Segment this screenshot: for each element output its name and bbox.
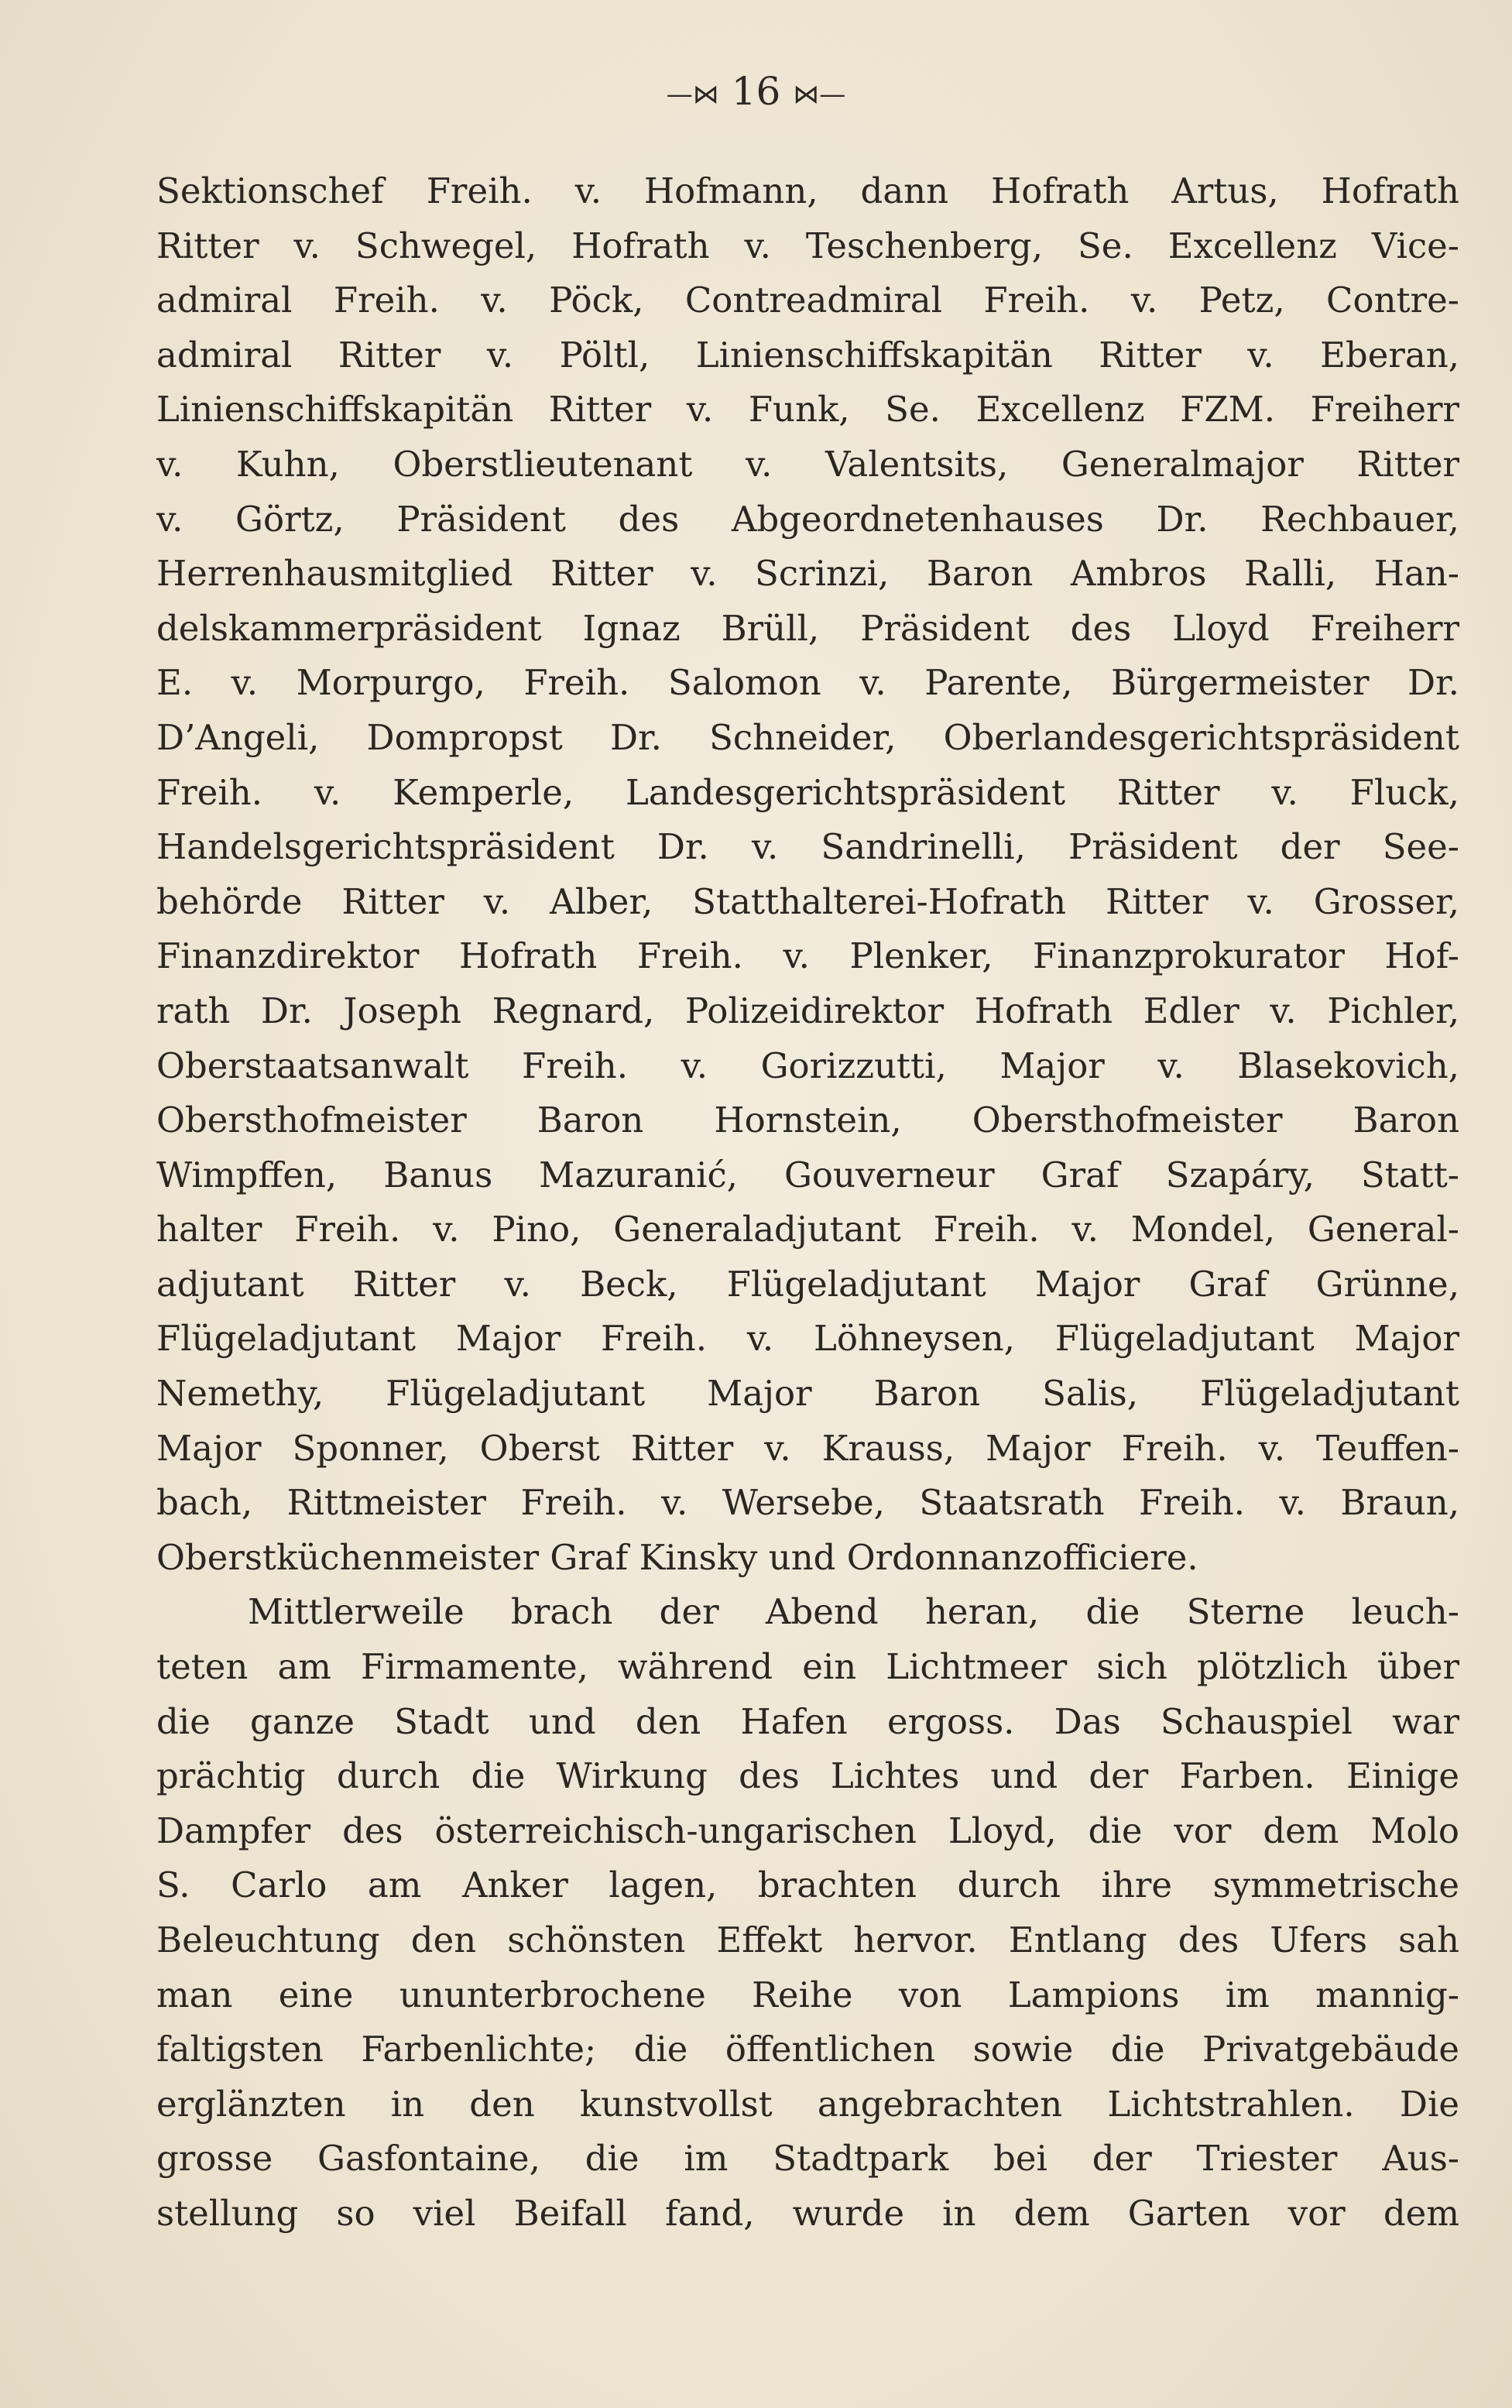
- text-line: Handelsgerichtspräsident Dr. v. Sandrinelli, Präsident der See-: [156, 826, 1459, 868]
- text-line: die ganze Stadt und den Hafen ergoss. Das Schauspiel war: [156, 1700, 1459, 1742]
- text-line: Herrenhausmitglied Ritter v. Scrinzi, Baron Ambros Ralli, Han-: [156, 553, 1459, 595]
- body-text: [156, 164, 1459, 2242]
- text-line: Beleuchtung den schönsten Effekt hervor. Entlang des Ufers sah: [156, 1919, 1459, 1960]
- text-line: rath Dr. Joseph Regnard, Polizeidirektor Hofrath Edler v. Pichler,: [156, 990, 1459, 1031]
- text-line: E. v. Morpurgo, Freih. Salomon v. Parente, Bürgermeister Dr.: [156, 662, 1459, 704]
- text-line: v. Görtz, Präsident des Abgeordnetenhauses Dr. Rechbauer,: [156, 498, 1459, 540]
- page-header: [0, 68, 1512, 118]
- text-line: Dampfer des österreichisch-ungarischen Lloyd, die vor dem Molo: [156, 1809, 1459, 1851]
- text-line: prächtig durch die Wirkung des Lichtes und der Farben. Einige: [156, 1755, 1459, 1797]
- text-line-paragraph-end: Oberstküchenmeister Graf Kinsky und Ordonnanzofficiere.: [156, 1536, 1198, 1578]
- text-line: admiral Freih. v. Pöck, Contreadmiral Freih. v. Petz, Contre-: [156, 280, 1459, 321]
- text-line: Major Sponner, Oberst Ritter v. Krauss, Major Freih. v. Teuffen-: [156, 1427, 1459, 1469]
- text-line: teten am Firmamente, während ein Lichtmeer sich plötzlich über: [156, 1646, 1459, 1688]
- page-number: 16: [731, 69, 781, 114]
- ornament-right-icon: ⋈—: [793, 79, 846, 110]
- text-line: Finanzdirektor Hofrath Freih. v. Plenker, Finanzprokurator Hof-: [156, 935, 1459, 977]
- text-line-paragraph-start: Mittlerweile brach der Abend heran, die Sterne leuch-: [248, 1591, 1459, 1633]
- text-line: S. Carlo am Anker lagen, brachten durch ihre symmetrische: [156, 1864, 1459, 1906]
- ornament-left-icon: —⋈: [666, 79, 719, 110]
- text-line: adjutant Ritter v. Beck, Flügeladjutant Major Graf Grünne,: [156, 1263, 1459, 1305]
- text-line: Flügeladjutant Major Freih. v. Löhneysen, Flügeladjutant Major: [156, 1318, 1459, 1360]
- text-line: bach, Rittmeister Freih. v. Wersebe, Staatsrath Freih. v. Braun,: [156, 1482, 1459, 1524]
- text-line: Linienschiffskapitän Ritter v. Funk, Se. Excellenz FZM. Freiherr: [156, 389, 1459, 430]
- text-line: Nemethy, Flügeladjutant Major Baron Salis, Flügeladjutant: [156, 1373, 1459, 1415]
- text-line: Wimpffen, Banus Mazuranić, Gouverneur Graf Szapáry, Statt-: [156, 1154, 1459, 1195]
- text-line: D’Angeli, Dompropst Dr. Schneider, Oberlandesgerichtspräsident: [156, 716, 1459, 758]
- text-line: faltigsten Farbenlichte; die öffentlichen sowie die Privatgebäude: [156, 2029, 1459, 2070]
- text-line: grosse Gasfontaine, die im Stadtpark bei der Triester Aus-: [156, 2138, 1459, 2180]
- text-line: v. Kuhn, Oberstlieutenant v. Valentsits, Generalmajor Ritter: [156, 443, 1459, 485]
- text-line: behörde Ritter v. Alber, Statthalterei-Hofrath Ritter v. Grosser,: [156, 880, 1459, 922]
- text-line: stellung so viel Beifall fand, wurde in dem Garten vor dem: [156, 2192, 1459, 2234]
- text-line: Freih. v. Kemperle, Landesgerichtspräsident Ritter v. Fluck,: [156, 771, 1459, 813]
- text-line: Obersthofmeister Baron Hornstein, Obersthofmeister Baron: [156, 1099, 1459, 1141]
- text-line: man eine ununterbrochene Reihe von Lampions im mannig-: [156, 1974, 1459, 2015]
- text-line: delskammerpräsident Ignaz Brüll, Präsident des Lloyd Freiherr: [156, 607, 1459, 649]
- text-line: Sektionschef Freih. v. Hofmann, dann Hofrath Artus, Hofrath: [156, 170, 1459, 211]
- text-line: erglänzten in den kunstvollst angebrachten Lichtstrahlen. Die: [156, 2083, 1459, 2125]
- text-line: halter Freih. v. Pino, Generaladjutant Freih. v. Mondel, General-: [156, 1209, 1459, 1250]
- text-line: admiral Ritter v. Pöltl, Linienschiffskapitän Ritter v. Eberan,: [156, 334, 1459, 376]
- text-line: Oberstaatsanwalt Freih. v. Gorizzutti, Major v. Blasekovich,: [156, 1044, 1459, 1086]
- text-line: Ritter v. Schwegel, Hofrath v. Teschenberg, Se. Excellenz Vice-: [156, 225, 1459, 266]
